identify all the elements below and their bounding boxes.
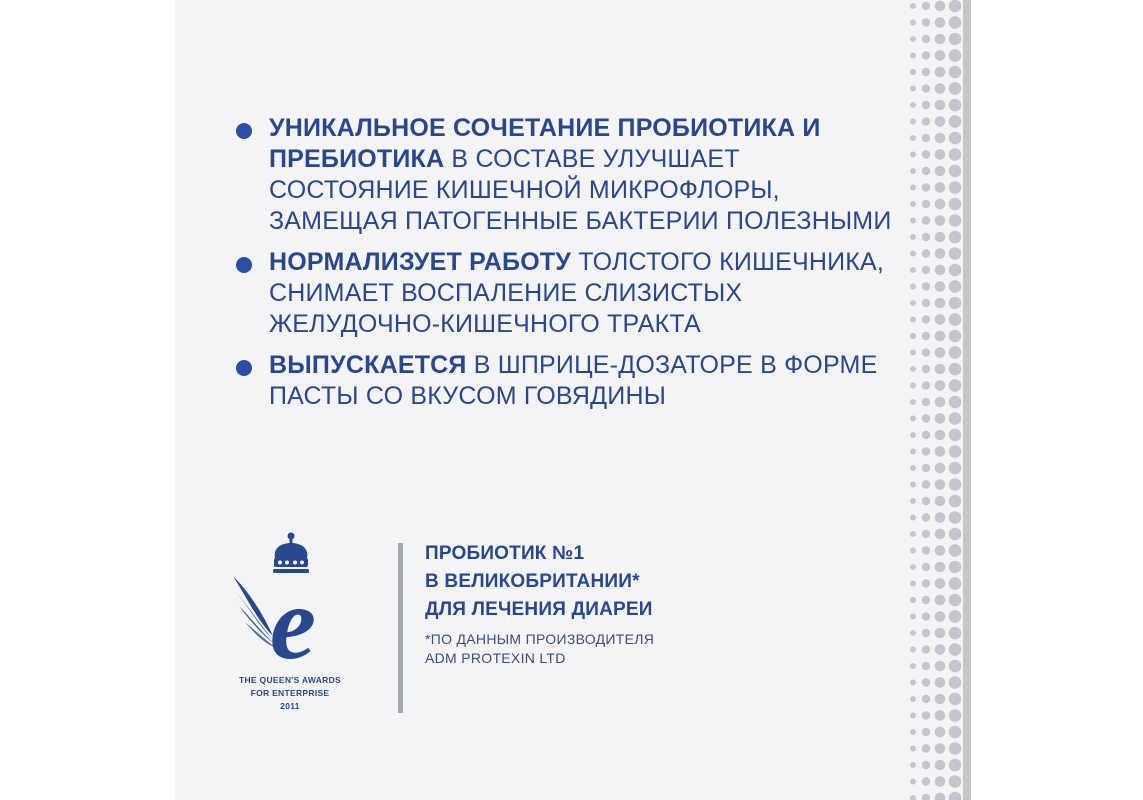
award-year: 2011 [280,701,300,711]
feature-highlight: ВЫПУСКАЕТСЯ [269,351,467,379]
decor-dot [922,282,930,290]
decor-dot [949,495,962,508]
decor-dot [922,216,930,224]
decor-dot [910,515,916,521]
footnote-line: *ПО ДАННЫМ ПРОИЗВОДИТЕЛЯ [425,631,655,647]
decor-dot [949,346,962,359]
decor-dot [922,678,930,686]
decor-dot [949,82,962,95]
decor-dot [910,201,916,207]
decor-dot [935,314,946,325]
decor-dot [922,183,930,191]
decor-dot [922,134,930,142]
decor-dot [910,152,916,158]
decor-dot [949,165,962,178]
decor-dot [922,497,930,505]
decor-dot [935,116,946,127]
decor-dot [910,69,916,75]
decor-dot [949,693,962,706]
decor-dot [922,249,930,257]
decor-dot [910,696,916,702]
decor-dot [949,0,962,12]
decor-dot [949,181,962,194]
decor-dot [935,100,946,111]
decor-dot [922,315,930,323]
decor-dot [935,166,946,177]
decor-dot [922,645,930,653]
decor-dot [935,677,946,688]
decor-dot [949,643,962,656]
decor-dot [922,530,930,538]
decor-dot [935,727,946,738]
decor-dot [922,612,930,620]
decor-dot [935,512,946,523]
decor-dot [922,744,930,752]
decor-dot [910,581,916,587]
decor-dot [910,482,916,488]
decor-dot [935,215,946,226]
claim-title [425,540,654,624]
award-letter: e [269,566,317,674]
decor-dot [935,34,946,45]
feature-item [236,350,896,412]
decor-dot [910,218,916,224]
decor-dot [935,743,946,754]
decor-dot [949,280,962,293]
feature-item [236,113,896,237]
decor-dot [935,446,946,457]
dot-pattern-decoration [905,0,971,800]
decor-dot [949,561,962,574]
decor-edge [963,0,971,800]
decor-dot [935,644,946,655]
decor-dot [935,694,946,705]
decor-dot [922,629,930,637]
decor-dot [910,185,916,191]
decor-dot [935,397,946,408]
award-line: FOR ENTERPRISE [250,688,330,698]
feature-highlight: УНИКАЛЬНОЕ СОЧЕТАНИЕ ПРОБИОТИКА И ПРЕБИОТИКА [269,114,821,173]
decor-dot [935,331,946,342]
decor-dot [935,611,946,622]
footnote [425,630,654,668]
decor-dot [910,234,916,240]
feature-description: ТОЛСТОГО КИШЕЧНИКА, СНИМАЕТ ВОСПАЛЕНИЕ СЛИЗИСТЫХ ЖЕЛУДОЧНО-КИШЕЧНОГО ТРАКТА [269,248,885,338]
decor-dot [910,20,916,26]
decor-dot [922,579,930,587]
decor-dot [935,281,946,292]
decor-dot [910,564,916,570]
bullet-icon [236,257,252,273]
feature-description: В ШПРИЦЕ-ДОЗАТОРЕ В ФОРМЕ ПАСТЫ СО ВКУСОМ ГОВЯДИНЫ [269,351,878,410]
bullet-icon [236,123,252,139]
decor-dot [935,496,946,507]
decor-dot [935,529,946,540]
decor-dot [949,412,962,425]
decor-dot [949,445,962,458]
decor-dot [949,115,962,128]
decor-dot [949,297,962,310]
decor-dot [922,695,930,703]
decor-dot [949,148,962,161]
decor-dot [910,597,916,603]
claim-line: ПРОБИОТИК №1 [425,543,585,564]
decor-dot [910,102,916,108]
feature-item [236,247,896,340]
decor-dot [910,350,916,356]
decor-dot [949,610,962,623]
decor-dot [935,364,946,375]
footnote-line: ADM PROTEXIN LTD [425,650,566,666]
decor-dot [910,135,916,141]
decor-dot [922,68,930,76]
decor-dot [922,728,930,736]
decor-dot [910,630,916,636]
divider [398,543,403,713]
decor-dot [949,313,962,326]
decor-dot [935,578,946,589]
award-line: THE QUEEN'S AWARDS [238,675,342,685]
decor-dot [910,432,916,438]
decor-dot [949,99,962,112]
decor-dot [935,232,946,243]
decor-dot [922,200,930,208]
decor-dot [935,347,946,358]
decor-dot [922,381,930,389]
decor-dot [949,66,962,79]
claim-line: В ВЕЛИКОБРИТАНИИ* [425,571,640,592]
decor-dot [935,248,946,259]
decor-dot [922,167,930,175]
decor-dot [949,33,962,46]
decor-dot [949,627,962,640]
decor-dot [949,429,962,442]
decor-dot [949,396,962,409]
decor-dot [910,531,916,537]
decor-dot [935,67,946,78]
decor-dot [935,661,946,672]
decor-dot [910,36,916,42]
decor-dot [910,53,916,59]
decor-dot [922,35,930,43]
feature-highlight: НОРМАЛИЗУЕТ РАБОТУ [269,248,572,276]
decor-dot [949,478,962,491]
decor-dot [949,594,962,607]
decor-dot [922,348,930,356]
decor-dot [922,711,930,719]
decor-dot [935,133,946,144]
decor-dot [935,562,946,573]
decor-dot [935,265,946,276]
decor-dot [922,299,930,307]
decor-dot [935,595,946,606]
decor-dot [949,198,962,211]
decor-dot [910,366,916,372]
decor-dot [910,449,916,455]
decor-dot [949,775,962,788]
decor-dot [949,49,962,62]
decor-dot [910,86,916,92]
decor-dot [935,149,946,160]
decor-dot [935,50,946,61]
decor-dot [910,383,916,389]
decor-dot [949,544,962,557]
decor-dot [949,726,962,739]
feature-list [236,113,896,412]
decor-dot [910,284,916,290]
decor-dot [935,776,946,787]
decor-dot [949,247,962,260]
decor-dot [935,83,946,94]
decor-dot [922,464,930,472]
decor-dot [910,746,916,752]
decor-dot [922,117,930,125]
decor-dot [949,709,962,722]
decor-dot [910,663,916,669]
decor-dot [949,742,962,755]
decor-dot [910,498,916,504]
decor-dot [949,528,962,541]
decor-dot [922,233,930,241]
decor-dot [910,333,916,339]
decor-dot [935,628,946,639]
decor-dot [935,545,946,556]
decor-dot [910,399,916,405]
decor-dot [910,300,916,306]
decor-dot [910,779,916,785]
decor-dot [935,479,946,490]
decor-dot [922,51,930,59]
decor-dot [949,462,962,475]
decor-dot [935,199,946,210]
decor-dot [922,662,930,670]
decor-dot [910,317,916,323]
decor-dot [949,264,962,277]
decor-dot [935,1,946,12]
bullet-icon [236,360,252,376]
decor-dot [910,548,916,554]
decor-dot [935,430,946,441]
decor-dot [922,365,930,373]
decor-dot [922,18,930,26]
decor-dot [949,676,962,689]
decor-dot [910,465,916,471]
decor-dot [949,511,962,524]
decor-dot [922,447,930,455]
decor-dot [922,414,930,422]
decor-dot [910,729,916,735]
decor-dot [910,762,916,768]
decor-dot [949,16,962,29]
decor-dot [910,680,916,686]
decor-dot [922,150,930,158]
decor-dot [922,101,930,109]
claim-block [425,540,654,668]
award-emblem-icon [225,528,355,674]
decor-dot [949,214,962,227]
decor-dot [922,546,930,554]
decor-dot [949,363,962,376]
decor-dot [935,710,946,721]
decor-dot [922,2,930,10]
decor-dot [922,563,930,571]
decor-dot [922,332,930,340]
decor-dot [922,596,930,604]
decor-dot [910,251,916,257]
decor-dot [910,416,916,422]
decor-dot [935,17,946,28]
claim-line: ДЛЯ ЛЕЧЕНИЯ ДИАРЕИ [425,599,653,620]
award-caption [225,674,355,713]
decor-dot [922,84,930,92]
decor-dot [910,795,916,800]
decor-dot [910,168,916,174]
decor-dot [949,660,962,673]
decor-dot [935,182,946,193]
decor-dot [922,431,930,439]
decor-dot [949,231,962,244]
decor-dot [935,298,946,309]
decor-dot [910,119,916,125]
decor-dot [949,132,962,145]
decor-dot [910,267,916,273]
decor-dot [910,647,916,653]
queens-award-logo [225,528,355,718]
decor-dot [949,792,962,800]
decor-dot [910,713,916,719]
decor-dot [910,614,916,620]
decor-dot [922,266,930,274]
decor-dot [935,413,946,424]
decor-dot [949,759,962,772]
decor-dot [922,761,930,769]
decor-dot [949,577,962,590]
decor-dot [922,794,930,800]
decor-dot [935,380,946,391]
decor-dot [935,463,946,474]
decor-dot [910,3,916,9]
decor-dot [949,330,962,343]
decor-dot [949,379,962,392]
decor-dot [922,398,930,406]
decor-dot [935,760,946,771]
decor-dot [922,777,930,785]
decor-dot [922,513,930,521]
decor-dot [922,480,930,488]
feature-description: В СОСТАВЕ УЛУЧШАЕТ СОСТОЯНИЕ КИШЕЧНОЙ МИКРОФЛОРЫ, ЗАМЕЩАЯ ПАТОГЕННЫЕ БАКТЕРИИ ПОЛЕЗНЫМИ [269,145,892,235]
decor-dot [935,793,946,800]
